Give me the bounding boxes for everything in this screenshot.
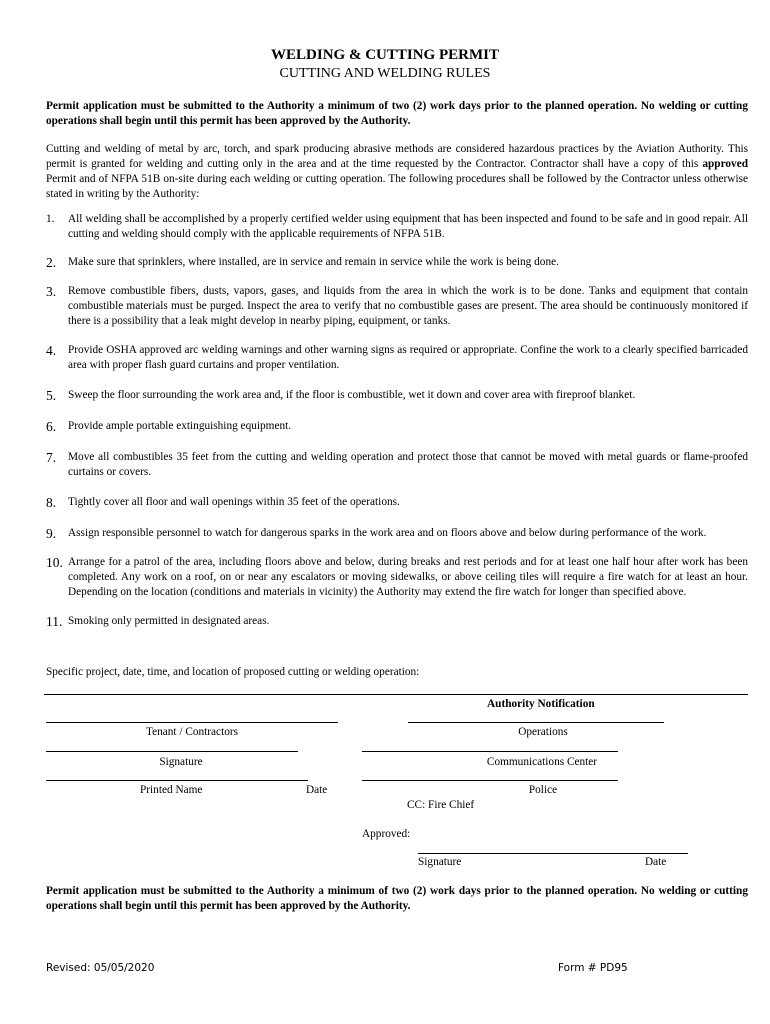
page-subtitle: CUTTING AND WELDING RULES [279, 66, 491, 81]
intro-text-2: Permit and of NFPA 51B on-site during each welding or cutting operation. The following procedures shall be followed by the Contractor unless otherwise stated in writing by the Authority: [46, 173, 748, 200]
form-number: Form # PD95 [558, 962, 628, 974]
rule-number: 1. [46, 213, 55, 225]
operations-line[interactable] [408, 722, 664, 723]
rule-number: 4. [46, 343, 57, 358]
rule-item [46, 450, 748, 480]
rule-item [46, 388, 748, 403]
printed-name-line[interactable] [46, 780, 308, 781]
police-line[interactable] [362, 780, 618, 781]
rule-text: Move all combustibles 35 feet from the cutting and welding operation and protect those that cannot be moved with metal guards or flame-proofed curtains or covers. [68, 451, 748, 478]
communications-label: Communications Center [486, 756, 598, 768]
operations-label: Operations [518, 726, 568, 738]
communications-line[interactable] [362, 751, 618, 752]
rule-text: Provide ample portable extinguishing equipment. [68, 420, 292, 432]
signature-label: Signature [159, 756, 203, 768]
approved-date-label: Date [645, 856, 667, 868]
rule-text: Smoking only permitted in designated areas. [68, 615, 270, 627]
rule-text: Remove combustible fibers, dusts, vapors, gases, and liquids from the area in which the work is to be done. Tanks and equipment that contain combustible materials must be purged. Inspect the area to verify that no combustible gases are present. The area should be continuously monitored if there is a possibility that a leak might develop in nearby piping, equipment, or tanks. [68, 285, 748, 327]
police-label: Police [528, 784, 558, 796]
rules-list [46, 212, 748, 629]
submission-notice-top: Permit application must be submitted to the Authority a minimum of two (2) work days prior to the planned operation. No welding or cutting operations shall begin until this permit has been approved by the Authority. [46, 100, 748, 127]
rule-text: Make sure that sprinklers, where installed, are in service and remain in service while the work is being done. [68, 256, 559, 268]
rule-item [46, 343, 748, 373]
rule-item [46, 526, 748, 541]
rule-text: Tightly cover all floor and wall openings within 35 feet of the operations. [68, 496, 400, 508]
authority-notification-heading: Authority Notification [487, 698, 595, 710]
rule-number: 6. [46, 419, 57, 434]
submission-notice-bottom: Permit application must be submitted to the Authority a minimum of two (2) work days prior to the planned operation. No welding or cutting operations shall begin until this permit has been approved by the Authority. [46, 885, 748, 912]
intro-text-1: Cutting and welding of metal by arc, torch, and spark producing abrasive methods are considered hazardous practices by the Aviation Authority. This permit is granted for welding and cutting only in the area and at the time requested by the Contractor. Contractor shall have a copy of this [46, 143, 748, 170]
specific-project-label: Specific project, date, time, and location of proposed cutting or welding operation: [46, 666, 420, 678]
rule-text: Sweep the floor surrounding the work area and, if the floor is combustible, wet it down and cover area with fireproof blanket. [68, 389, 636, 401]
rule-text: Assign responsible personnel to watch for dangerous sparks in the work area and on floors above and below during performance of the work. [68, 527, 707, 539]
rule-text: Provide OSHA approved arc welding warnings and other warning signs as required or appropriate. Confine the work to a clearly specified barricaded area with proper flash guard curtains and proper ventilation. [68, 344, 748, 371]
rule-item [46, 614, 748, 629]
rule-item [46, 212, 748, 242]
rule-number: 10. [46, 555, 63, 570]
signature-line[interactable] [46, 751, 298, 752]
intro-paragraph [46, 142, 748, 202]
intro-bold-approved: approved [702, 158, 748, 170]
cc-fire-chief: CC: Fire Chief [407, 799, 475, 811]
tenant-label: Tenant / Contractors [145, 726, 239, 738]
rule-number: 11. [46, 614, 63, 629]
rule-item [46, 419, 748, 434]
rule-item [46, 495, 748, 510]
rule-number: 7. [46, 450, 57, 465]
rule-text: Arrange for a patrol of the area, including floors above and below, during breaks and rest periods and for at least one half hour after work has been completed. Any work on a roof, on or near any escalators or moving sidewalks, or above ceiling tiles will require a fire watch for at least an hour. Depending on the location (conditions and materials in vicinity) the Authority may extend the fire watch for longer than specified above. [68, 556, 748, 598]
approved-signature-label: Signature [418, 856, 462, 868]
tenant-line[interactable] [46, 722, 338, 723]
rule-text: All welding shall be accomplished by a properly certified welder using equipment that has been inspected and found to be safe and in good repair. All cutting and welding should comply with the applicable requirements of NFPA 51B. [68, 213, 748, 240]
approved-label: Approved: [362, 828, 411, 840]
rule-item [46, 255, 748, 270]
rule-item [46, 555, 748, 600]
printed-name-label: Printed Name [140, 784, 203, 796]
rule-number: 5. [46, 388, 57, 403]
revised-date: Revised: 05/05/2020 [46, 962, 155, 974]
project-description-line[interactable] [44, 694, 748, 695]
rule-number: 8. [46, 495, 57, 510]
approved-signature-line[interactable] [418, 853, 688, 854]
date-label: Date [306, 784, 328, 796]
rule-number: 3. [46, 284, 57, 299]
rule-number: 9. [46, 526, 57, 541]
rule-item [46, 284, 748, 329]
rule-number: 2. [46, 255, 57, 270]
page-title: WELDING & CUTTING PERMIT [271, 47, 499, 63]
